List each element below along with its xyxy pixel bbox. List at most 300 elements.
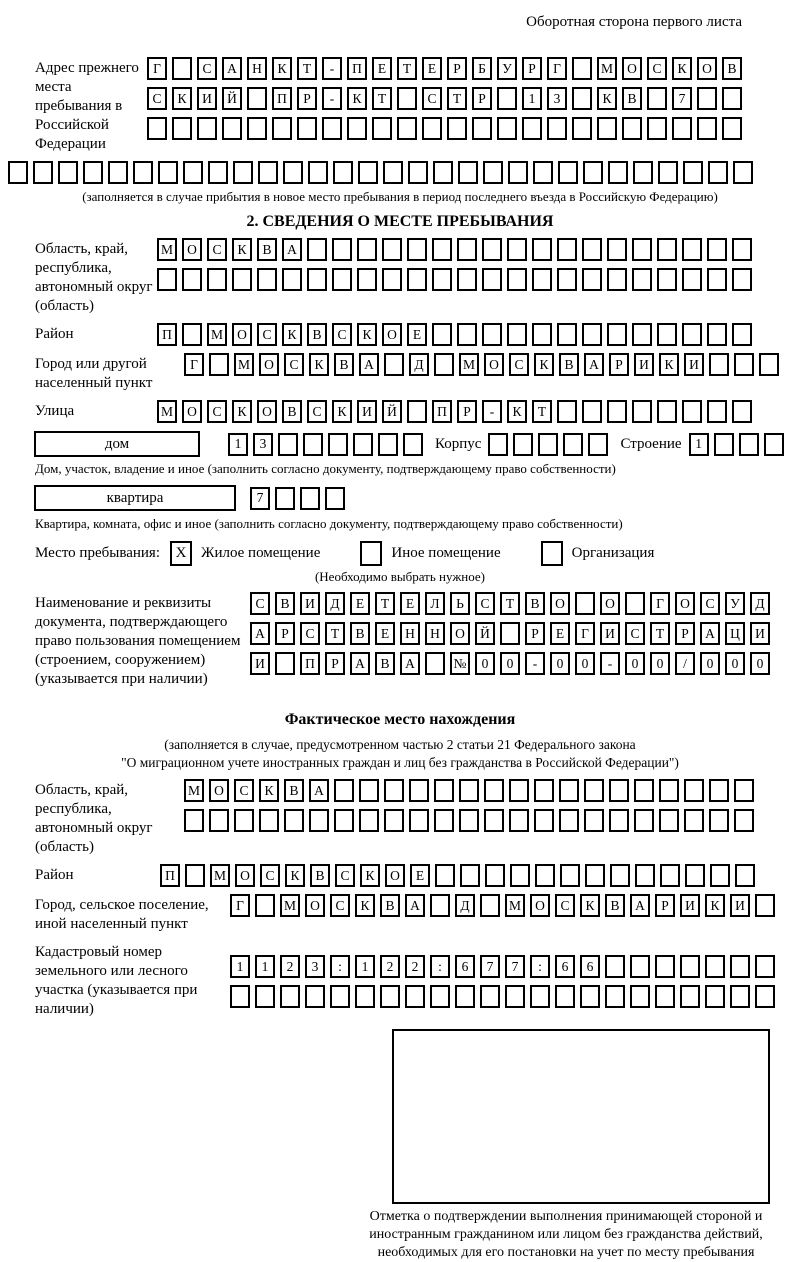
char-cell[interactable]: Е: [407, 323, 427, 346]
char-cell[interactable]: Т: [532, 400, 552, 423]
char-cell[interactable]: [530, 985, 550, 1008]
char-cell[interactable]: Г: [650, 592, 670, 615]
char-cell[interactable]: В: [605, 894, 625, 917]
char-cell[interactable]: -: [322, 87, 342, 110]
char-cell[interactable]: -: [482, 400, 502, 423]
char-cell[interactable]: :: [430, 955, 450, 978]
char-cell[interactable]: -: [322, 57, 342, 80]
char-cell[interactable]: В: [525, 592, 545, 615]
char-cell[interactable]: С: [332, 323, 352, 346]
char-cell[interactable]: [657, 238, 677, 261]
char-cell[interactable]: [572, 57, 592, 80]
char-cell[interactable]: 1: [228, 433, 248, 456]
char-cell[interactable]: В: [284, 779, 304, 802]
char-cell[interactable]: [430, 985, 450, 1008]
char-cell[interactable]: [607, 323, 627, 346]
char-cell[interactable]: С: [300, 622, 320, 645]
char-cell[interactable]: [582, 400, 602, 423]
char-cell[interactable]: [258, 161, 278, 184]
char-cell[interactable]: [709, 779, 729, 802]
char-cell[interactable]: [384, 779, 404, 802]
char-cell[interactable]: П: [347, 57, 367, 80]
char-cell[interactable]: [457, 268, 477, 291]
char-cell[interactable]: [83, 161, 103, 184]
char-cell[interactable]: [8, 161, 28, 184]
char-cell[interactable]: [333, 161, 353, 184]
char-cell[interactable]: И: [300, 592, 320, 615]
char-cell[interactable]: И: [680, 894, 700, 917]
char-cell[interactable]: Г: [184, 353, 204, 376]
char-cell[interactable]: С: [207, 238, 227, 261]
char-cell[interactable]: [458, 161, 478, 184]
checkbox-inoe[interactable]: [360, 541, 382, 566]
char-cell[interactable]: [455, 985, 475, 1008]
char-cell[interactable]: [484, 779, 504, 802]
char-cell[interactable]: [730, 985, 750, 1008]
char-cell[interactable]: [459, 779, 479, 802]
char-cell[interactable]: [255, 894, 275, 917]
char-cell[interactable]: [359, 779, 379, 802]
char-cell[interactable]: [680, 985, 700, 1008]
char-cell[interactable]: Д: [455, 894, 475, 917]
char-cell[interactable]: [680, 955, 700, 978]
char-cell[interactable]: [708, 161, 728, 184]
char-cell[interactable]: [597, 117, 617, 140]
char-cell[interactable]: [684, 779, 704, 802]
char-cell[interactable]: О: [530, 894, 550, 917]
char-cell[interactable]: В: [380, 894, 400, 917]
char-cell[interactable]: [559, 779, 579, 802]
char-cell[interactable]: О: [182, 400, 202, 423]
char-cell[interactable]: [682, 238, 702, 261]
char-cell[interactable]: 7: [505, 955, 525, 978]
char-cell[interactable]: [532, 238, 552, 261]
char-cell[interactable]: 0: [475, 652, 495, 675]
char-cell[interactable]: [557, 400, 577, 423]
char-cell[interactable]: [422, 117, 442, 140]
char-cell[interactable]: [508, 161, 528, 184]
char-cell[interactable]: 2: [380, 955, 400, 978]
char-cell[interactable]: Е: [350, 592, 370, 615]
char-cell[interactable]: [622, 117, 642, 140]
char-cell[interactable]: [247, 117, 267, 140]
char-cell[interactable]: [563, 433, 583, 456]
char-cell[interactable]: [734, 809, 754, 832]
char-cell[interactable]: Т: [375, 592, 395, 615]
char-cell[interactable]: [722, 117, 742, 140]
char-cell[interactable]: [322, 117, 342, 140]
char-cell[interactable]: [538, 433, 558, 456]
char-cell[interactable]: [685, 864, 705, 887]
char-cell[interactable]: [357, 238, 377, 261]
char-cell[interactable]: [357, 268, 377, 291]
char-cell[interactable]: [425, 652, 445, 675]
char-cell[interactable]: О: [550, 592, 570, 615]
char-cell[interactable]: Р: [297, 87, 317, 110]
char-cell[interactable]: В: [310, 864, 330, 887]
char-cell[interactable]: [507, 323, 527, 346]
char-cell[interactable]: [257, 268, 277, 291]
char-cell[interactable]: [682, 268, 702, 291]
char-cell[interactable]: [457, 323, 477, 346]
char-cell[interactable]: [533, 161, 553, 184]
char-cell[interactable]: К: [580, 894, 600, 917]
char-cell[interactable]: В: [722, 57, 742, 80]
char-cell[interactable]: [158, 161, 178, 184]
char-cell[interactable]: Т: [325, 622, 345, 645]
char-cell[interactable]: [682, 400, 702, 423]
char-cell[interactable]: [630, 955, 650, 978]
char-cell[interactable]: [209, 809, 229, 832]
char-cell[interactable]: Р: [325, 652, 345, 675]
char-cell[interactable]: [657, 323, 677, 346]
char-cell[interactable]: [633, 161, 653, 184]
char-cell[interactable]: 1: [355, 955, 375, 978]
char-cell[interactable]: [325, 487, 345, 510]
char-cell[interactable]: [557, 238, 577, 261]
char-cell[interactable]: 0: [550, 652, 570, 675]
char-cell[interactable]: [582, 238, 602, 261]
char-cell[interactable]: В: [622, 87, 642, 110]
char-cell[interactable]: К: [360, 864, 380, 887]
char-cell[interactable]: [307, 238, 327, 261]
char-cell[interactable]: [482, 268, 502, 291]
char-cell[interactable]: П: [157, 323, 177, 346]
char-cell[interactable]: [707, 400, 727, 423]
char-cell[interactable]: [607, 400, 627, 423]
char-cell[interactable]: [347, 117, 367, 140]
char-cell[interactable]: Ь: [450, 592, 470, 615]
char-cell[interactable]: [572, 87, 592, 110]
char-cell[interactable]: [303, 433, 323, 456]
char-cell[interactable]: А: [400, 652, 420, 675]
char-cell[interactable]: [433, 161, 453, 184]
char-cell[interactable]: [133, 161, 153, 184]
char-cell[interactable]: Р: [675, 622, 695, 645]
char-cell[interactable]: Т: [297, 57, 317, 80]
char-cell[interactable]: О: [385, 864, 405, 887]
char-cell[interactable]: С: [335, 864, 355, 887]
char-cell[interactable]: [384, 353, 404, 376]
char-cell[interactable]: О: [209, 779, 229, 802]
char-cell[interactable]: [482, 323, 502, 346]
char-cell[interactable]: О: [622, 57, 642, 80]
char-cell[interactable]: [733, 161, 753, 184]
char-cell[interactable]: С: [700, 592, 720, 615]
char-cell[interactable]: П: [272, 87, 292, 110]
char-cell[interactable]: [183, 161, 203, 184]
char-cell[interactable]: [534, 779, 554, 802]
char-cell[interactable]: Й: [222, 87, 242, 110]
char-cell[interactable]: 3: [253, 433, 273, 456]
char-cell[interactable]: [755, 894, 775, 917]
char-cell[interactable]: [632, 238, 652, 261]
char-cell[interactable]: [147, 117, 167, 140]
char-cell[interactable]: Т: [397, 57, 417, 80]
char-cell[interactable]: К: [272, 57, 292, 80]
char-cell[interactable]: А: [350, 652, 370, 675]
char-cell[interactable]: [657, 268, 677, 291]
char-cell[interactable]: [334, 809, 354, 832]
char-cell[interactable]: [207, 268, 227, 291]
char-cell[interactable]: С: [207, 400, 227, 423]
char-cell[interactable]: [507, 238, 527, 261]
char-cell[interactable]: [684, 809, 704, 832]
char-cell[interactable]: [732, 323, 752, 346]
char-cell[interactable]: Р: [522, 57, 542, 80]
char-cell[interactable]: [584, 779, 604, 802]
char-cell[interactable]: Н: [400, 622, 420, 645]
char-cell[interactable]: О: [235, 864, 255, 887]
char-cell[interactable]: С: [555, 894, 575, 917]
char-cell[interactable]: А: [282, 238, 302, 261]
char-cell[interactable]: [172, 117, 192, 140]
char-cell[interactable]: С: [197, 57, 217, 80]
char-cell[interactable]: К: [285, 864, 305, 887]
char-cell[interactable]: Г: [230, 894, 250, 917]
char-cell[interactable]: В: [282, 400, 302, 423]
char-cell[interactable]: [282, 268, 302, 291]
char-cell[interactable]: [707, 238, 727, 261]
char-cell[interactable]: [484, 809, 504, 832]
char-cell[interactable]: У: [725, 592, 745, 615]
char-cell[interactable]: [630, 985, 650, 1008]
char-cell[interactable]: [732, 268, 752, 291]
char-cell[interactable]: 0: [725, 652, 745, 675]
char-cell[interactable]: [560, 864, 580, 887]
char-cell[interactable]: П: [432, 400, 452, 423]
char-cell[interactable]: [208, 161, 228, 184]
char-cell[interactable]: [222, 117, 242, 140]
char-cell[interactable]: А: [250, 622, 270, 645]
char-cell[interactable]: К: [355, 894, 375, 917]
char-cell[interactable]: А: [700, 622, 720, 645]
char-cell[interactable]: А: [222, 57, 242, 80]
char-cell[interactable]: О: [484, 353, 504, 376]
char-cell[interactable]: [722, 87, 742, 110]
char-cell[interactable]: 2: [405, 955, 425, 978]
char-cell[interactable]: [707, 268, 727, 291]
char-cell[interactable]: 0: [625, 652, 645, 675]
char-cell[interactable]: [355, 985, 375, 1008]
char-cell[interactable]: [485, 864, 505, 887]
char-cell[interactable]: Г: [575, 622, 595, 645]
char-cell[interactable]: Т: [650, 622, 670, 645]
char-cell[interactable]: [632, 323, 652, 346]
char-cell[interactable]: О: [382, 323, 402, 346]
char-cell[interactable]: [647, 117, 667, 140]
char-cell[interactable]: [697, 117, 717, 140]
char-cell[interactable]: К: [172, 87, 192, 110]
char-cell[interactable]: [608, 161, 628, 184]
char-cell[interactable]: [632, 268, 652, 291]
char-cell[interactable]: [272, 117, 292, 140]
char-cell[interactable]: [185, 864, 205, 887]
char-cell[interactable]: Л: [425, 592, 445, 615]
char-cell[interactable]: [358, 161, 378, 184]
char-cell[interactable]: [497, 117, 517, 140]
char-cell[interactable]: -: [600, 652, 620, 675]
char-cell[interactable]: Р: [447, 57, 467, 80]
char-cell[interactable]: [532, 268, 552, 291]
char-cell[interactable]: А: [309, 779, 329, 802]
char-cell[interactable]: [557, 268, 577, 291]
char-cell[interactable]: А: [630, 894, 650, 917]
char-cell[interactable]: :: [530, 955, 550, 978]
char-cell[interactable]: [432, 268, 452, 291]
char-cell[interactable]: [710, 864, 730, 887]
char-cell[interactable]: [330, 985, 350, 1008]
char-cell[interactable]: [309, 809, 329, 832]
char-cell[interactable]: 7: [672, 87, 692, 110]
char-cell[interactable]: [583, 161, 603, 184]
char-cell[interactable]: [500, 622, 520, 645]
char-cell[interactable]: И: [250, 652, 270, 675]
char-cell[interactable]: Г: [547, 57, 567, 80]
char-cell[interactable]: [230, 985, 250, 1008]
char-cell[interactable]: [233, 161, 253, 184]
char-cell[interactable]: [460, 864, 480, 887]
char-cell[interactable]: [584, 809, 604, 832]
char-cell[interactable]: [408, 161, 428, 184]
char-cell[interactable]: [353, 433, 373, 456]
char-cell[interactable]: [580, 985, 600, 1008]
char-cell[interactable]: [397, 117, 417, 140]
char-cell[interactable]: О: [600, 592, 620, 615]
char-cell[interactable]: У: [497, 57, 517, 80]
char-cell[interactable]: [278, 433, 298, 456]
char-cell[interactable]: О: [232, 323, 252, 346]
char-cell[interactable]: И: [197, 87, 217, 110]
char-cell[interactable]: [634, 809, 654, 832]
char-cell[interactable]: [535, 864, 555, 887]
char-cell[interactable]: [283, 161, 303, 184]
char-cell[interactable]: /: [675, 652, 695, 675]
char-cell[interactable]: Т: [500, 592, 520, 615]
char-cell[interactable]: [359, 809, 379, 832]
char-cell[interactable]: [480, 894, 500, 917]
char-cell[interactable]: [434, 353, 454, 376]
char-cell[interactable]: К: [232, 400, 252, 423]
char-cell[interactable]: [334, 779, 354, 802]
char-cell[interactable]: 7: [250, 487, 270, 510]
char-cell[interactable]: 3: [547, 87, 567, 110]
char-cell[interactable]: К: [507, 400, 527, 423]
char-cell[interactable]: [730, 955, 750, 978]
char-cell[interactable]: К: [282, 323, 302, 346]
char-cell[interactable]: 0: [750, 652, 770, 675]
char-cell[interactable]: [609, 809, 629, 832]
char-cell[interactable]: К: [357, 323, 377, 346]
char-cell[interactable]: [572, 117, 592, 140]
char-cell[interactable]: Р: [525, 622, 545, 645]
char-cell[interactable]: 0: [500, 652, 520, 675]
char-cell[interactable]: [382, 268, 402, 291]
char-cell[interactable]: [378, 433, 398, 456]
char-cell[interactable]: А: [405, 894, 425, 917]
char-cell[interactable]: [755, 985, 775, 1008]
char-cell[interactable]: 0: [700, 652, 720, 675]
char-cell[interactable]: [33, 161, 53, 184]
char-cell[interactable]: [764, 433, 784, 456]
char-cell[interactable]: [280, 985, 300, 1008]
char-cell[interactable]: [714, 433, 734, 456]
char-cell[interactable]: [625, 592, 645, 615]
char-cell[interactable]: [483, 161, 503, 184]
char-cell[interactable]: 1: [255, 955, 275, 978]
char-cell[interactable]: Р: [655, 894, 675, 917]
char-cell[interactable]: [522, 117, 542, 140]
char-cell[interactable]: [383, 161, 403, 184]
char-cell[interactable]: [705, 985, 725, 1008]
char-cell[interactable]: К: [534, 353, 554, 376]
char-cell[interactable]: Р: [609, 353, 629, 376]
char-cell[interactable]: [632, 400, 652, 423]
char-cell[interactable]: [232, 268, 252, 291]
char-cell[interactable]: 1: [522, 87, 542, 110]
char-cell[interactable]: [397, 87, 417, 110]
char-cell[interactable]: [108, 161, 128, 184]
char-cell[interactable]: И: [750, 622, 770, 645]
char-cell[interactable]: [407, 238, 427, 261]
char-cell[interactable]: [407, 268, 427, 291]
char-cell[interactable]: П: [160, 864, 180, 887]
char-cell[interactable]: Р: [457, 400, 477, 423]
char-cell[interactable]: [300, 487, 320, 510]
char-cell[interactable]: Е: [400, 592, 420, 615]
char-cell[interactable]: [505, 985, 525, 1008]
char-cell[interactable]: [328, 433, 348, 456]
char-cell[interactable]: С: [509, 353, 529, 376]
char-cell[interactable]: К: [672, 57, 692, 80]
char-cell[interactable]: И: [634, 353, 654, 376]
char-cell[interactable]: -: [525, 652, 545, 675]
char-cell[interactable]: [197, 117, 217, 140]
char-cell[interactable]: [434, 809, 454, 832]
char-cell[interactable]: [732, 238, 752, 261]
char-cell[interactable]: [509, 779, 529, 802]
char-cell[interactable]: [432, 323, 452, 346]
char-cell[interactable]: [434, 779, 454, 802]
char-cell[interactable]: О: [675, 592, 695, 615]
char-cell[interactable]: 6: [455, 955, 475, 978]
char-cell[interactable]: [707, 323, 727, 346]
char-cell[interactable]: [557, 323, 577, 346]
char-cell[interactable]: 2: [280, 955, 300, 978]
char-cell[interactable]: С: [234, 779, 254, 802]
char-cell[interactable]: И: [684, 353, 704, 376]
char-cell[interactable]: С: [257, 323, 277, 346]
char-cell[interactable]: [510, 864, 530, 887]
char-cell[interactable]: [380, 985, 400, 1008]
char-cell[interactable]: [209, 353, 229, 376]
char-cell[interactable]: [657, 400, 677, 423]
char-cell[interactable]: [647, 87, 667, 110]
char-cell[interactable]: В: [334, 353, 354, 376]
char-cell[interactable]: М: [207, 323, 227, 346]
char-cell[interactable]: [607, 268, 627, 291]
char-cell[interactable]: [332, 268, 352, 291]
char-cell[interactable]: [605, 985, 625, 1008]
char-cell[interactable]: [255, 985, 275, 1008]
char-cell[interactable]: [734, 779, 754, 802]
char-cell[interactable]: [534, 809, 554, 832]
char-cell[interactable]: [307, 268, 327, 291]
char-cell[interactable]: Н: [425, 622, 445, 645]
char-cell[interactable]: И: [357, 400, 377, 423]
checkbox-zhiloe[interactable]: X: [170, 541, 192, 566]
char-cell[interactable]: [403, 433, 423, 456]
